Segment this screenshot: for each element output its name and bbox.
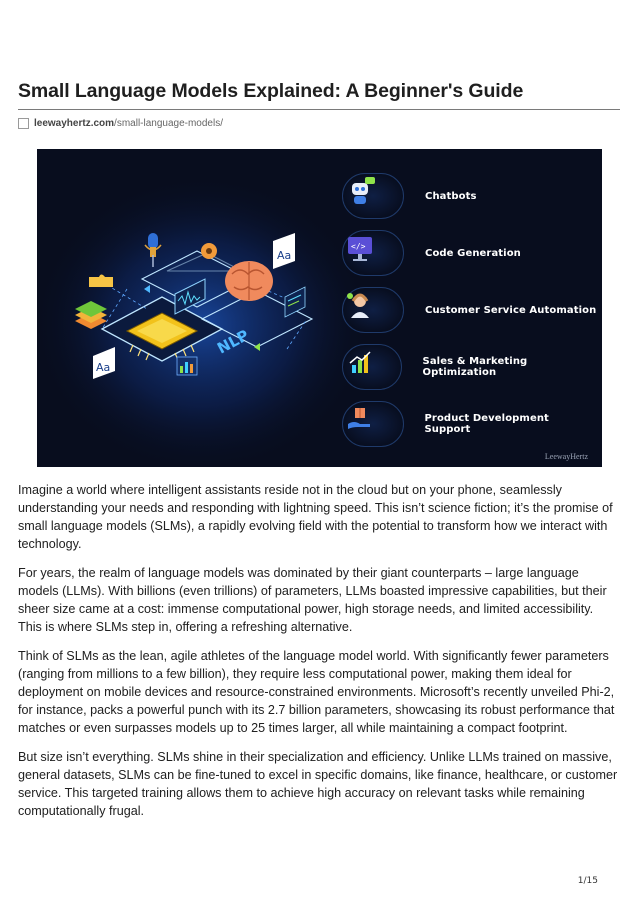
use-case-label: Product Development Support (424, 413, 549, 435)
product-box-hand-icon (342, 401, 404, 447)
article-body (18, 481, 620, 831)
mini-bar-chart-icon (177, 357, 197, 375)
brain-icon (225, 261, 273, 301)
page-title: Small Language Models Explained: A Beginner's Guide (18, 80, 524, 102)
source-domain: leewayhertz.com (34, 117, 115, 129)
use-case-label: Sales & Marketing Optimization (422, 356, 528, 378)
use-case-label: Chatbots (425, 190, 477, 202)
aa-left-text: Aa (96, 361, 111, 374)
use-case-sales-marketing (342, 343, 597, 391)
use-case-product-development (342, 400, 597, 448)
source-link[interactable] (34, 118, 223, 129)
hero-image (37, 149, 602, 467)
favicon-icon (18, 118, 29, 129)
paragraph: But size isn’t everything. SLMs shine in their specialization and efficiency. Unlike LLMs trained on massive, general datasets, SLMs can be fine-tuned to excel in specific domains, like finance, healthcare, or customer service. This targeted training allows them to achieve high accuracy on relevant tasks while remaining computationally frugal. (18, 749, 618, 818)
use-case-customer-service (342, 286, 597, 334)
paragraph: Imagine a world where intelligent assistants reside not in the cloud but on your phone, seamlessly understanding your needs and responding with lightning speed. This isn’t science fiction; it’s the promise of small language models (SLMs), a rapidly evolving field with the potential to transform how we interact with technology. (18, 483, 613, 552)
chatbot-robot-icon (342, 173, 404, 219)
aa-right-text: Aa (277, 249, 292, 262)
gear-icon (201, 243, 217, 259)
watermark: LeewayHertz (544, 452, 588, 461)
use-case-label: Code Generation (425, 247, 521, 259)
nlp-text: NLP (214, 326, 252, 358)
source-line (18, 116, 223, 130)
support-agent-icon (342, 287, 404, 333)
paragraph: Think of SLMs as the lean, agile athletes of the language model world. With significantly fewer parameters (ranging from millions to a few billion), they require less computational power, making them ideal for deployment on mobile devices and resource-constrained environments. Microsoft’s recently unveiled Phi-2, for instance, packs a powerful punch with its 2.7 billion parameters, showcasing its robust performance that matches or even surpasses models up to 25 times larger, all while maintaining a compact footprint. (18, 648, 615, 736)
use-case-code-generation (342, 229, 597, 277)
title-divider (18, 109, 620, 110)
use-case-chatbots (342, 172, 597, 220)
source-path: /small-language-models/ (114, 117, 223, 129)
page-number: 1/15 (577, 876, 598, 886)
paragraph: For years, the realm of language models was dominated by their giant counterparts – large language models (LLMs). With billions (even trillions) of parameters, LLMs boasted impressive capabilities, but their sheer size came at a cost: immense computational power, high storage needs, and limited accessibility. This is where SLMs step in, offering a refreshing alternative. (18, 565, 607, 635)
use-case-label: Customer Service Automation (425, 304, 597, 316)
growth-chart-icon (342, 344, 402, 390)
code-monitor-icon (342, 230, 404, 276)
svg-text:</>: </> (351, 242, 366, 251)
